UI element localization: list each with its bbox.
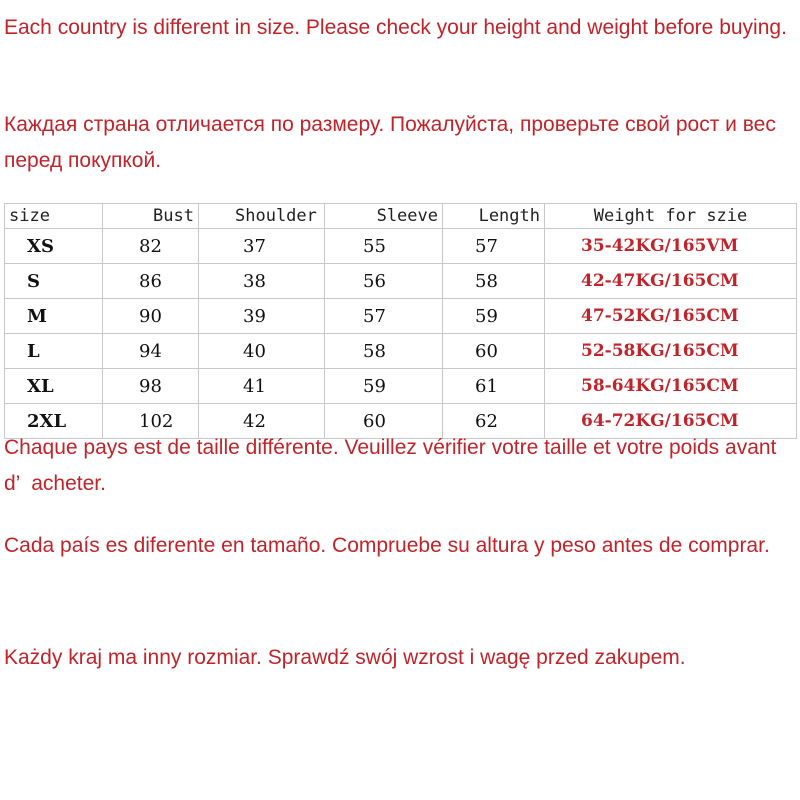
table-header-row xyxy=(5,204,797,229)
size-cell: XL xyxy=(5,369,103,404)
sleeve-cell: 56 xyxy=(325,264,443,299)
header-length: Length xyxy=(443,204,545,229)
bust-cell: 82 xyxy=(103,229,199,264)
size-cell: 2XL xyxy=(5,404,103,439)
weight-cell: 64-72KG/165CM xyxy=(545,404,797,439)
shoulder-cell: 37 xyxy=(199,229,325,264)
notice-polish: Każdy kraj ma inny rozmiar. Sprawdź swój wzrost i wagę przed zakupem. xyxy=(4,646,686,669)
length-cell: 59 xyxy=(443,299,545,334)
sleeve-cell: 60 xyxy=(325,404,443,439)
shoulder-cell: 38 xyxy=(199,264,325,299)
sleeve-cell: 58 xyxy=(325,334,443,369)
bust-cell: 94 xyxy=(103,334,199,369)
table-row xyxy=(5,299,797,334)
notice-russian: Каждая страна отличается по размеру. Пожалуйста, проверьте свой рост и вес перед покупкой. xyxy=(4,113,782,172)
weight-cell: 42-47KG/165CM xyxy=(545,264,797,299)
length-cell: 61 xyxy=(443,369,545,404)
header-shoulder: Shoulder xyxy=(199,204,325,229)
length-cell: 60 xyxy=(443,334,545,369)
sleeve-cell: 55 xyxy=(325,229,443,264)
weight-cell: 47-52KG/165CM xyxy=(545,299,797,334)
weight-cell: 58-64KG/165CM xyxy=(545,369,797,404)
bust-cell: 102 xyxy=(103,404,199,439)
size-cell: S xyxy=(5,264,103,299)
header-bust: Bust xyxy=(103,204,199,229)
size-cell: L xyxy=(5,334,103,369)
notice-french: Chaque pays est de taille différente. Veuillez vérifier votre taille et votre poids avant d’ acheter. xyxy=(4,436,783,495)
table-row xyxy=(5,334,797,369)
table-row xyxy=(5,369,797,404)
header-weight: Weight for szie xyxy=(545,204,797,229)
shoulder-cell: 42 xyxy=(199,404,325,439)
bust-cell: 90 xyxy=(103,299,199,334)
bust-cell: 86 xyxy=(103,264,199,299)
length-cell: 58 xyxy=(443,264,545,299)
length-cell: 57 xyxy=(443,229,545,264)
shoulder-cell: 41 xyxy=(199,369,325,404)
table-row xyxy=(5,264,797,299)
size-cell: XS xyxy=(5,229,103,264)
weight-cell: 35-42KG/165VM xyxy=(545,229,797,264)
notice-english: Each country is different in size. Please check your height and weight before buying. xyxy=(4,16,787,39)
shoulder-cell: 39 xyxy=(199,299,325,334)
size-chart-table xyxy=(4,203,797,439)
notice-spanish: Cada país es diferente en tamaño. Compruebe su altura y peso antes de comprar. xyxy=(4,534,770,557)
header-sleeve: Sleeve xyxy=(325,204,443,229)
sleeve-cell: 59 xyxy=(325,369,443,404)
size-cell: M xyxy=(5,299,103,334)
table-row xyxy=(5,229,797,264)
shoulder-cell: 40 xyxy=(199,334,325,369)
bust-cell: 98 xyxy=(103,369,199,404)
header-size: size xyxy=(5,204,103,229)
sleeve-cell: 57 xyxy=(325,299,443,334)
length-cell: 62 xyxy=(443,404,545,439)
weight-cell: 52-58KG/165CM xyxy=(545,334,797,369)
